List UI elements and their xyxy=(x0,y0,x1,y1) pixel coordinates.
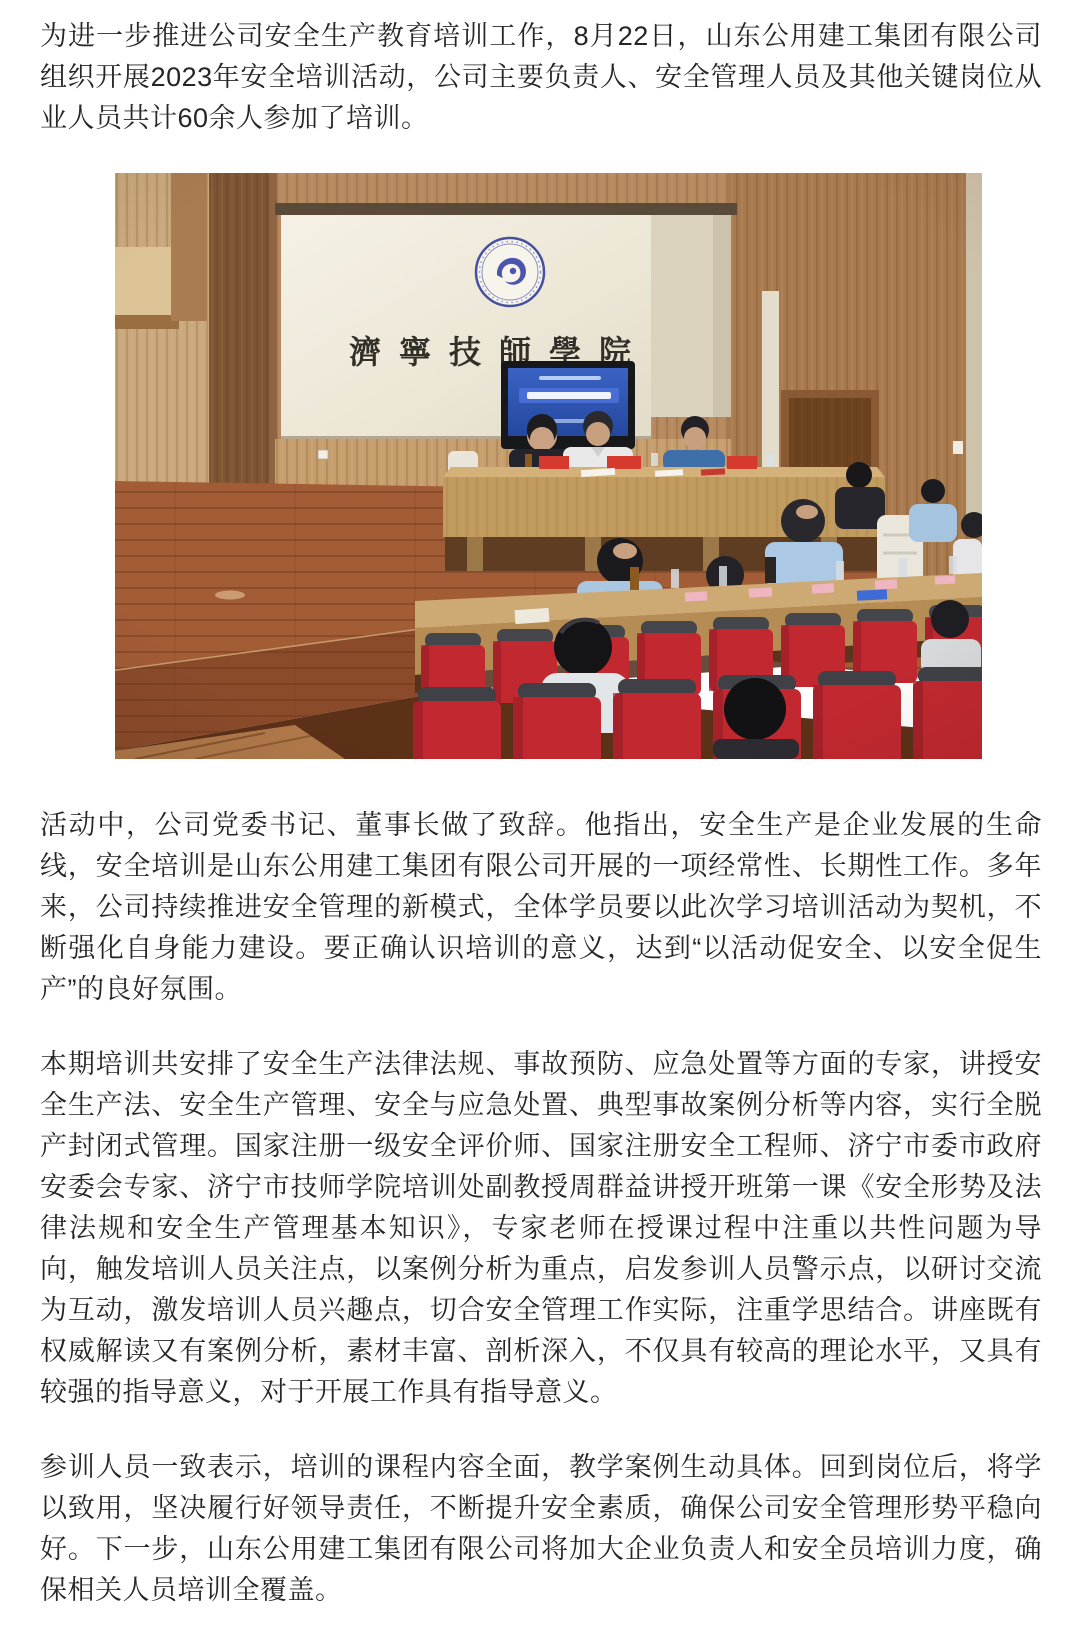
paragraph-intro: 为进一步推进公司安全生产教育培训工作，8月22日，山东公用建工集团有限公司组织开展2023年安全培训活动，公司主要负责人、安全管理人员及其他关键岗位从业人员共计60余人参加了培训。 xyxy=(40,21,1042,133)
paragraph-course: 本期培训共安排了安全生产法律法规、事故预防、应急处置等方面的专家，讲授安全生产法、安全生产管理、安全与应急处置、典型事故案例分析等内容，实行全脱产封闭式管理。国家注册一级安全评价师、国家注册安全工程师、济宁市委市政府安委会专家、济宁市技师学院培训处副教授周群益讲授开班第一课《安全形势及法律法规和安全生产管理基本知识》，专家老师在授课过程中注重以共性问题为导向，触发培训人员关注点，以案例分析为重点，启发参训人员警示点，以研讨交流为互动，激发培训人员兴趣点，切合安全管理工作实际，注重学思结合。讲座既有权威解读又有案例分析，素材丰富、剖析深入，不仅具有较高的理论水平，又具有较强的指导意义，对于开展工作具有指导意义。 xyxy=(40,1049,1042,1407)
paragraph-feedback: 参训人员一致表示，培训的课程内容全面，教学案例生动具体。回到岗位后，将学以致用，坚决履行好领导责任，不断提升安全素质，确保公司安全管理形势平稳向好。下一步，山东公用建工集团有限公司将加大企业负责人和安全员培训力度，确保相关人员培训全覆盖。 xyxy=(40,1452,1042,1605)
paragraph-speech: 活动中，公司党委书记、董事长做了致辞。他指出，安全生产是企业发展的生命线，安全培训是山东公用建工集团有限公司开展的一项经常性、长期性工作。多年来，公司持续推进安全管理的新模式，全体学员要以此次学习培训活动为契机，不断强化自身能力建设。要正确认识培训的意义，达到“以活动促安全、以安全促生产”的良好氛围。 xyxy=(40,810,1042,1004)
photo-vignette xyxy=(115,173,982,759)
training-photo xyxy=(115,173,982,759)
training-photo-scene xyxy=(115,173,982,759)
